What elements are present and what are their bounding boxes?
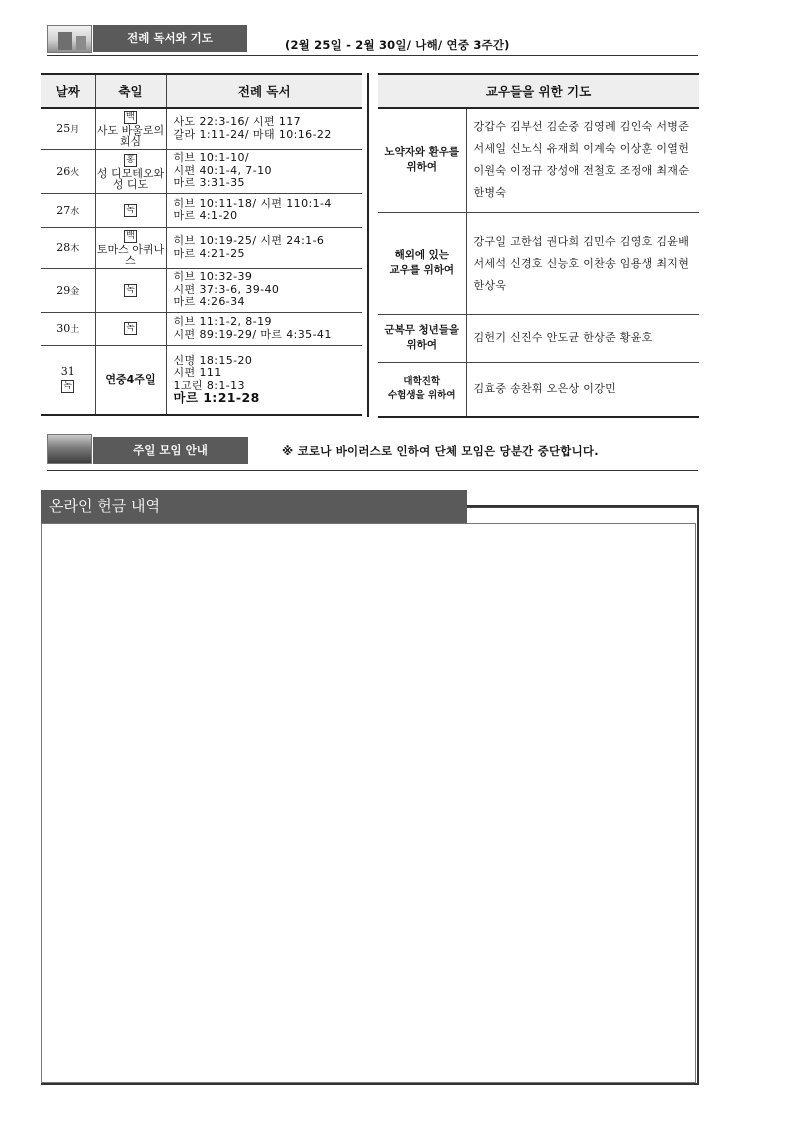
table-row [41, 193, 362, 227]
color-badge: 녹 [126, 323, 135, 333]
date-cell [41, 227, 95, 268]
readings-cell [166, 312, 362, 345]
category-line: 위하여 [406, 161, 437, 174]
category-line: 해외에 있는 [394, 249, 449, 261]
reading: 마르 4:26-34 [173, 295, 245, 309]
date-cell [41, 268, 95, 312]
day-number: 30 [56, 322, 71, 335]
weekday: 月 [70, 125, 80, 136]
category-line: 위하여 [406, 339, 437, 351]
divider [47, 470, 698, 471]
day-number: 31 [60, 365, 75, 379]
feast-name: 토마스 아퀴나스 [96, 243, 165, 267]
feast-cell [95, 312, 166, 345]
feast-cell [95, 227, 166, 268]
date-cell [41, 108, 95, 149]
date-cell [41, 345, 95, 415]
prayer-category [378, 314, 466, 362]
readings-cell [166, 108, 362, 149]
reading: 마르 4:21-25 [173, 246, 245, 260]
prayer-category [378, 212, 466, 314]
readings-cell [166, 345, 362, 415]
table-row [41, 312, 362, 345]
names-line: 강구일 고한섭 권다희 김민수 김영호 김윤배 [473, 234, 690, 248]
day-number: 27 [56, 203, 71, 217]
table-row [378, 212, 699, 314]
table-row [378, 362, 699, 417]
names-line: 한병숙 [473, 186, 507, 200]
category-line: 노약자와 환우를 [384, 146, 460, 159]
church-thumbnail [47, 25, 92, 53]
color-badge: 백 [126, 231, 135, 241]
color-badge: 백 [126, 112, 135, 123]
weekday: 火 [70, 167, 80, 178]
gathering-thumbnail [47, 434, 92, 464]
table-row [378, 314, 699, 362]
readings-cell [166, 193, 362, 227]
weekday: 木 [70, 244, 80, 254]
reading: 사도 22:3-16/ 시편 117 [173, 115, 302, 129]
reading: 시편 37:3-6, 39-40 [173, 282, 280, 296]
feast-name: 성 디모테오와 성 디도 [96, 166, 165, 191]
prayer-category [378, 108, 466, 212]
reading: 시편 40:1-4, 7-10 [173, 163, 272, 177]
color-badge: 녹 [126, 204, 135, 215]
prayer-header-row [378, 74, 699, 108]
names-line: 한상욱 [473, 278, 507, 292]
reading: 시편 111 [173, 366, 222, 380]
reading: 갈라 1:11-24/ 마태 10:16-22 [173, 127, 332, 141]
feast-cell: 연중4주일 [95, 345, 166, 415]
offering-title: 온라인 헌금 내역 [41, 490, 467, 523]
section-label-gathering: 주일 모임 안내 [93, 437, 248, 464]
day-number: 25 [56, 122, 71, 136]
feast-cell [95, 149, 166, 193]
header-feast: 축일 [95, 74, 166, 108]
reading: 히브 10:19-25/ 시편 24:1-6 [173, 234, 325, 247]
names-line: 김헌기 신진수 안도균 한상준 황윤호 [473, 331, 653, 344]
weekday: 水 [70, 206, 80, 217]
names-line: 강갑수 김부선 김순중 김영례 김인숙 서병준 [473, 120, 690, 134]
prayer-table [378, 73, 699, 418]
color-badge: 녹 [63, 381, 73, 392]
prayer-header: 교우들을 위한 기도 [378, 74, 699, 108]
table-row [41, 268, 362, 312]
readings-cell [166, 149, 362, 193]
table-row [41, 227, 362, 268]
header-readings: 전례 독서 [166, 74, 362, 108]
liturgy-table [41, 73, 362, 416]
names-line: 이원숙 이정규 장성애 전철호 조정애 최재순 [473, 164, 690, 178]
category-line: 교우를 위하여 [389, 264, 454, 276]
section-label-liturgy: 전례 독서와 기도 [93, 25, 247, 52]
date-range: (2월 25일 - 2월 30일/ 나해/ 연중 3주간) [285, 38, 510, 52]
table-row-sunday [41, 345, 362, 415]
notice-text: ※ 코로나 바이러스로 인하여 단체 모임은 당분간 중단합니다. [282, 444, 599, 458]
weekday: 土 [70, 325, 80, 335]
prayer-names [466, 314, 699, 362]
day-number: 29 [56, 283, 71, 297]
readings-cell [166, 268, 362, 312]
prayer-names [466, 362, 699, 417]
offering-content-area [41, 523, 696, 1083]
prayer-names [466, 212, 699, 314]
date-cell [41, 193, 95, 227]
feast-cell [95, 108, 166, 149]
offering-tab-line [467, 505, 699, 507]
color-badge: 녹 [126, 284, 135, 295]
reading: 마르 3:31-35 [173, 176, 245, 190]
gospel-reading: 마르 1:21-28 [173, 390, 260, 406]
reading: 1고린 8:1-13 [173, 378, 245, 392]
names-line: 서세일 신노식 유재희 이계숙 이상훈 이열헌 [473, 142, 690, 156]
category-line: 군복무 청년들을 [384, 324, 460, 336]
color-badge: 홍 [126, 154, 135, 165]
column-divider [367, 73, 369, 417]
prayer-names [466, 108, 699, 212]
liturgy-header-row [41, 74, 362, 108]
weekday: 金 [70, 286, 80, 297]
names-line: 서세석 신경호 신능호 이찬송 임용생 최지현 [473, 256, 690, 270]
category-line: 대학진학 [403, 376, 441, 388]
header-date: 날짜 [41, 74, 95, 108]
reading: 히브 10:1-10/ [173, 151, 250, 165]
reading: 히브 10:32-39 [173, 270, 253, 284]
feast-cell [95, 268, 166, 312]
reading: 시편 89:19-29/ 마르 4:35-41 [173, 327, 332, 341]
table-row [378, 108, 699, 212]
day-number: 28 [56, 241, 71, 254]
table-row [41, 149, 362, 193]
date-cell [41, 312, 95, 345]
divider [47, 55, 698, 56]
reading: 히브 10:11-18/ 시편 110:1-4 [173, 196, 332, 210]
prayer-category [378, 362, 466, 417]
date-cell [41, 149, 95, 193]
day-number: 26 [56, 164, 71, 178]
reading: 히브 11:1-2, 8-19 [173, 315, 272, 328]
feast-cell [95, 193, 166, 227]
feast-name: 사도 바울로의 회심 [96, 124, 165, 149]
reading: 신명 18:15-20 [173, 353, 253, 367]
table-row [41, 108, 362, 149]
reading: 마르 4:1-20 [173, 209, 238, 222]
names-line: 김효중 송찬휘 오은상 이강민 [473, 382, 617, 396]
readings-cell [166, 227, 362, 268]
category-line: 수험생을 위하여 [387, 390, 456, 402]
